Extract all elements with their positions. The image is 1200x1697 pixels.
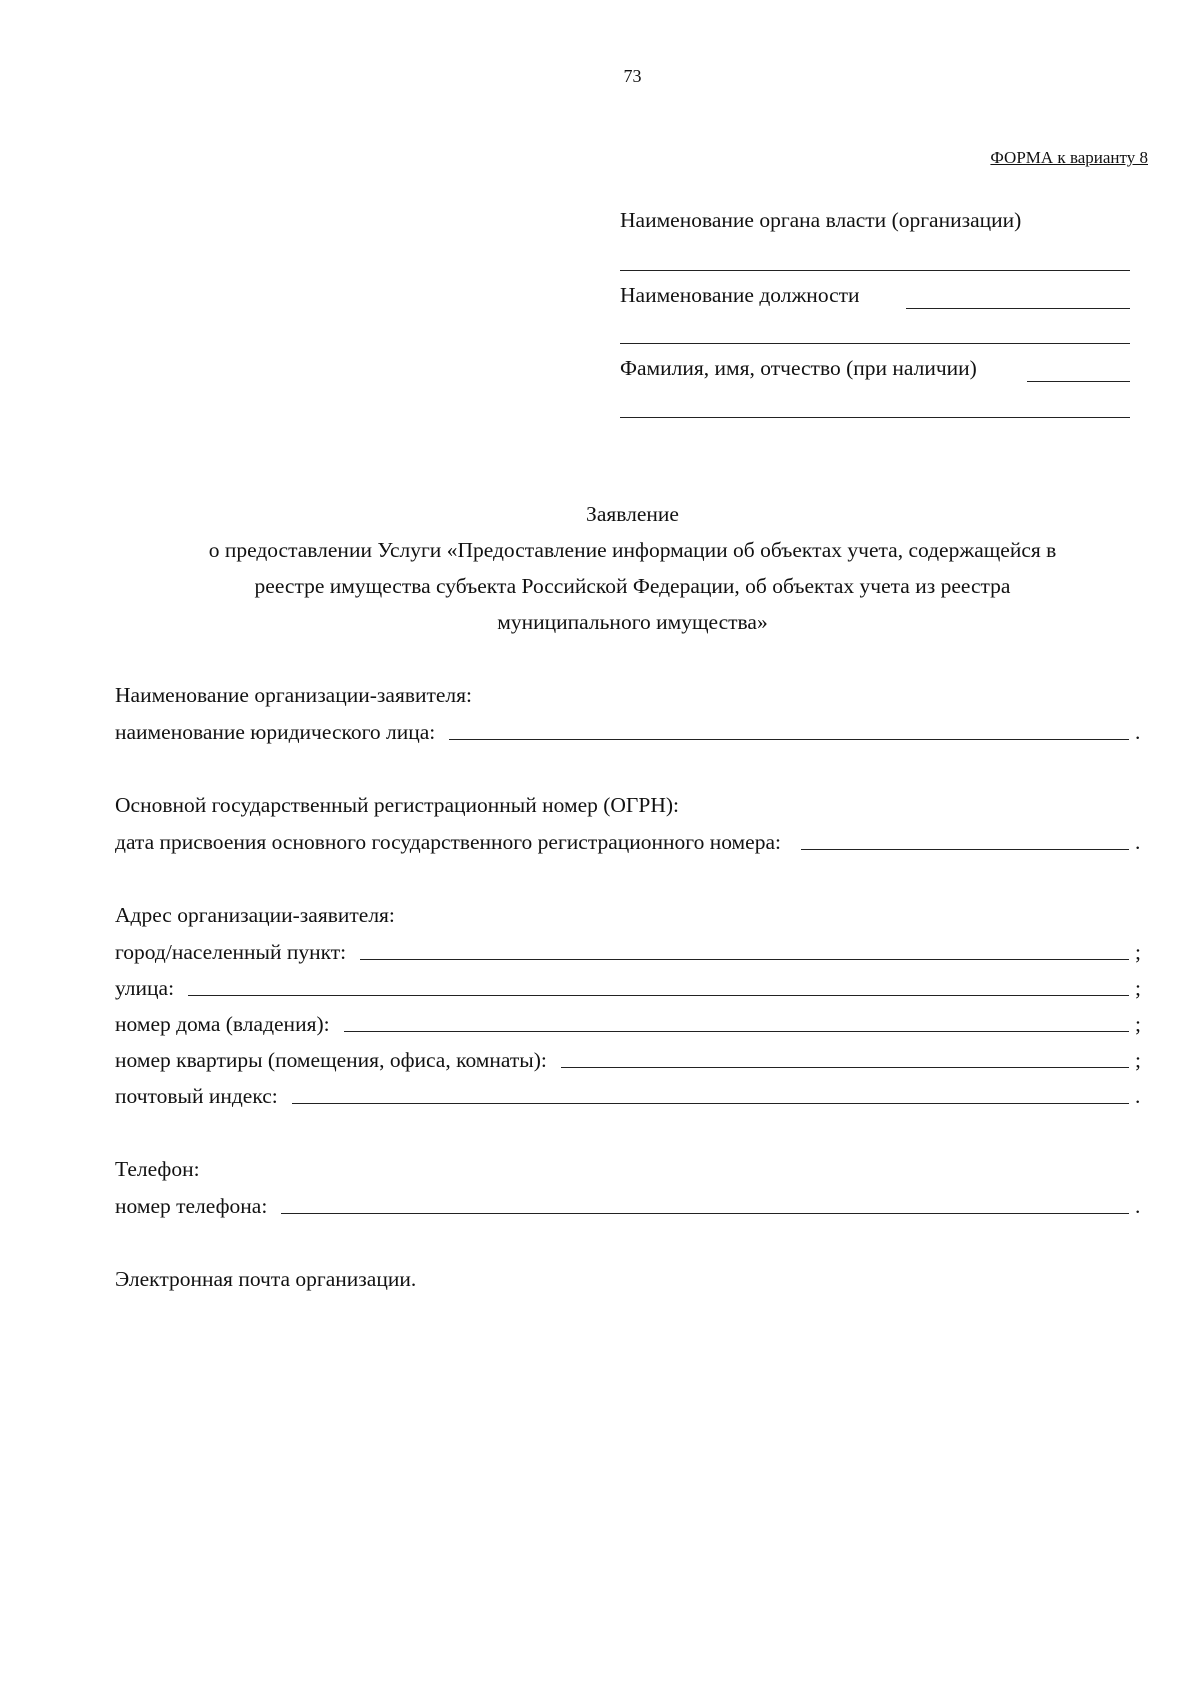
fullname-label: Фамилия, имя, отчество (при наличии) xyxy=(620,356,977,380)
position-label: Наименование должности xyxy=(620,283,860,307)
address-heading: Адрес организации-заявителя: xyxy=(115,903,395,927)
position-field-inline[interactable] xyxy=(906,308,1130,309)
email-heading: Электронная почта организации. xyxy=(115,1267,417,1291)
title-line-1: о предоставлении Услуги «Предоставление информации об объектах учета, содержащейся в xyxy=(208,538,1057,562)
phone-heading: Телефон: xyxy=(115,1157,200,1181)
phone-end: . xyxy=(1135,1194,1141,1218)
city-field[interactable] xyxy=(360,959,1129,960)
ogrn-row xyxy=(115,825,1145,855)
title-line-2: реестре имущества субъекта Российской Федерации, об объектах учета из реестра xyxy=(254,574,1011,598)
postal-label: почтовый индекс: xyxy=(115,1084,278,1108)
apartment-label: номер квартиры (помещения, офиса, комнаты): xyxy=(115,1048,547,1072)
fullname-field-inline[interactable] xyxy=(1027,381,1130,382)
street-field[interactable] xyxy=(188,995,1129,996)
position-field[interactable] xyxy=(620,343,1130,344)
title-heading: Заявление xyxy=(586,502,679,526)
org-name-label: наименование юридического лица: xyxy=(115,720,436,744)
org-name-heading: Наименование организации-заявителя: xyxy=(115,683,473,707)
fullname-field[interactable] xyxy=(620,417,1130,418)
ogrn-date-label: дата присвоения основного государственного регистрационного номера: xyxy=(115,830,781,854)
house-field[interactable] xyxy=(344,1031,1129,1032)
title-line-3: муниципального имущества» xyxy=(497,610,768,634)
document-title xyxy=(0,496,1200,640)
house-row xyxy=(115,1007,1145,1037)
postal-end: . xyxy=(1135,1084,1141,1108)
org-name-field[interactable] xyxy=(449,739,1129,740)
street-label: улица: xyxy=(115,976,175,1000)
street-row xyxy=(115,971,1145,1001)
ogrn-heading: Основной государственный регистрационный номер (ОГРН): xyxy=(115,793,679,817)
city-row xyxy=(115,935,1145,965)
house-end: ; xyxy=(1135,1012,1141,1036)
org-name-end: . xyxy=(1135,720,1141,744)
authority-field[interactable] xyxy=(620,270,1130,271)
apartment-field[interactable] xyxy=(561,1067,1129,1068)
postal-field[interactable] xyxy=(292,1103,1129,1104)
apartment-row xyxy=(115,1043,1145,1073)
form-label: ФОРМА к варианту 8 xyxy=(990,148,1148,167)
street-end: ; xyxy=(1135,976,1141,1000)
phone-label: номер телефона: xyxy=(115,1194,268,1218)
apartment-end: ; xyxy=(1135,1048,1141,1072)
city-end: ; xyxy=(1135,940,1141,964)
phone-field[interactable] xyxy=(281,1213,1129,1214)
page-number: 73 xyxy=(623,66,642,86)
city-label: город/населенный пункт: xyxy=(115,940,347,964)
postal-row xyxy=(115,1079,1145,1109)
authority-label: Наименование органа власти (организации) xyxy=(620,208,1022,232)
phone-row xyxy=(115,1189,1145,1219)
org-name-row xyxy=(115,715,1145,745)
ogrn-end: . xyxy=(1135,830,1141,854)
ogrn-date-field[interactable] xyxy=(801,849,1129,850)
house-label: номер дома (владения): xyxy=(115,1012,330,1036)
